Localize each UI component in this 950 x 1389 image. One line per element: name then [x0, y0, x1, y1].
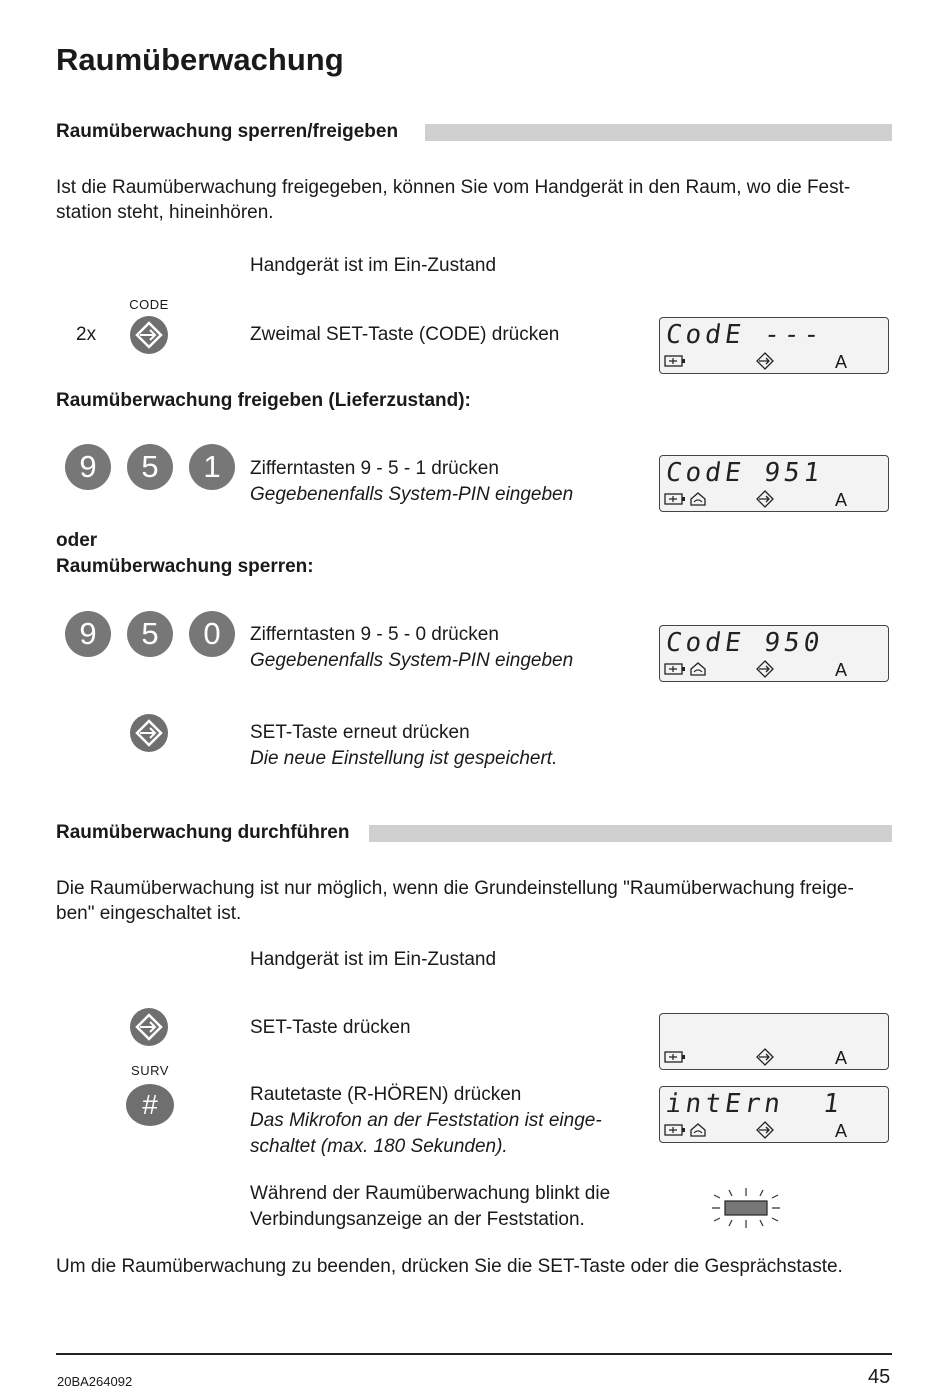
disable-heading: Raumüberwachung sperren: [56, 556, 314, 577]
blink-line-2: Verbindungsanzeige an der Feststation. [250, 1209, 585, 1230]
step-press-set: SET-Taste drücken [250, 1017, 411, 1038]
lcd-letter: A [835, 1048, 848, 1068]
page-number: 45 [868, 1366, 891, 1388]
digit-key-9: 9 [65, 444, 111, 490]
lcd-display-950 [659, 625, 889, 682]
hash-note-1: Das Mikrofon an der Feststation ist einge- [250, 1110, 602, 1131]
step-press-set-twice: Zweimal SET-Taste (CODE) drücken [250, 324, 560, 345]
code-label: CODE [129, 297, 169, 312]
section-heading-perform: Raumüberwachung durchführen [56, 822, 350, 843]
lcd-letter: A [835, 660, 848, 680]
digit-key-9: 9 [65, 611, 111, 657]
enable-note: Gegebenenfalls System-PIN eingeben [250, 484, 574, 505]
set-icon [756, 490, 774, 508]
step-handset-on: Handgerät ist im Ein-Zustand [250, 949, 497, 970]
page-title: Raumüberwachung [56, 42, 344, 77]
hash-key-icon: # [126, 1084, 174, 1126]
step-press-hash: Rautetaste (R-HÖREN) drücken [250, 1084, 522, 1105]
set-key-icon [130, 714, 168, 752]
doc-id: 20BA264092 [57, 1374, 133, 1389]
repeat-count: 2x [76, 324, 97, 345]
hash-note-2: schaltet (max. 180 Sekunden). [250, 1136, 508, 1157]
blinking-led-icon [710, 1186, 782, 1230]
intro-line-2: ben" eingeschaltet ist. [56, 903, 242, 924]
digit-key-1: 1 [189, 444, 235, 490]
section-bar [425, 124, 892, 141]
lcd-text: CodE --- [663, 320, 826, 350]
battery-icon [664, 493, 686, 505]
lcd-text: intErn 1 [663, 1089, 845, 1119]
lcd-letter: A [835, 352, 848, 372]
section-bar [369, 825, 892, 842]
section-heading-lock: Raumüberwachung sperren/freigeben [56, 121, 399, 142]
set-key-icon [130, 316, 168, 354]
set-key-icon [130, 1008, 168, 1046]
set-icon [756, 1048, 774, 1066]
step-handset-on: Handgerät ist im Ein-Zustand [250, 255, 497, 276]
lcd-display-code [659, 317, 889, 374]
surv-label: SURV [131, 1063, 169, 1078]
home-icon [690, 492, 706, 506]
digit-key-0: 0 [189, 611, 235, 657]
battery-icon [664, 355, 686, 367]
digit-key-5: 5 [127, 611, 173, 657]
battery-icon [664, 1124, 686, 1136]
lcd-letter: A [835, 490, 848, 510]
end-instruction: Um die Raumüberwachung zu beenden, drücken Sie die SET-Taste oder die Gesprächstaste. [56, 1256, 843, 1277]
enable-step: Zifferntasten 9 - 5 - 1 drücken [250, 458, 499, 479]
intro-line-2: station steht, hineinhören. [56, 202, 274, 223]
blink-line-1: Während der Raumüberwachung blinkt die [250, 1183, 611, 1204]
set-icon [756, 660, 774, 678]
lcd-display-idle [659, 1013, 889, 1070]
lcd-text: CodE 951 [663, 458, 826, 488]
battery-icon [664, 1051, 686, 1063]
enable-heading: Raumüberwachung freigeben (Lieferzustand): [56, 390, 471, 411]
lcd-text: CodE 950 [663, 628, 826, 658]
confirm-step: SET-Taste erneut drücken [250, 722, 470, 743]
set-icon [756, 352, 774, 370]
intro-line-1: Die Raumüberwachung ist nur möglich, wenn die Grundeinstellung "Raumüberwachung freige- [56, 878, 854, 899]
confirm-note: Die neue Einstellung ist gespeichert. [250, 748, 558, 769]
disable-note: Gegebenenfalls System-PIN eingeben [250, 650, 574, 671]
lcd-display-intern [659, 1086, 889, 1143]
battery-icon [664, 663, 686, 675]
intro-line-1: Ist die Raumüberwachung freigegeben, können Sie vom Handgerät in den Raum, wo die Fest- [56, 177, 851, 198]
set-icon [756, 1121, 774, 1139]
home-icon [690, 1123, 706, 1137]
or-label: oder [56, 530, 98, 551]
lcd-letter: A [835, 1121, 848, 1141]
digit-key-5: 5 [127, 444, 173, 490]
disable-step: Zifferntasten 9 - 5 - 0 drücken [250, 624, 499, 645]
footer-divider [56, 1353, 892, 1355]
lcd-display-951 [659, 455, 889, 512]
home-icon [690, 662, 706, 676]
